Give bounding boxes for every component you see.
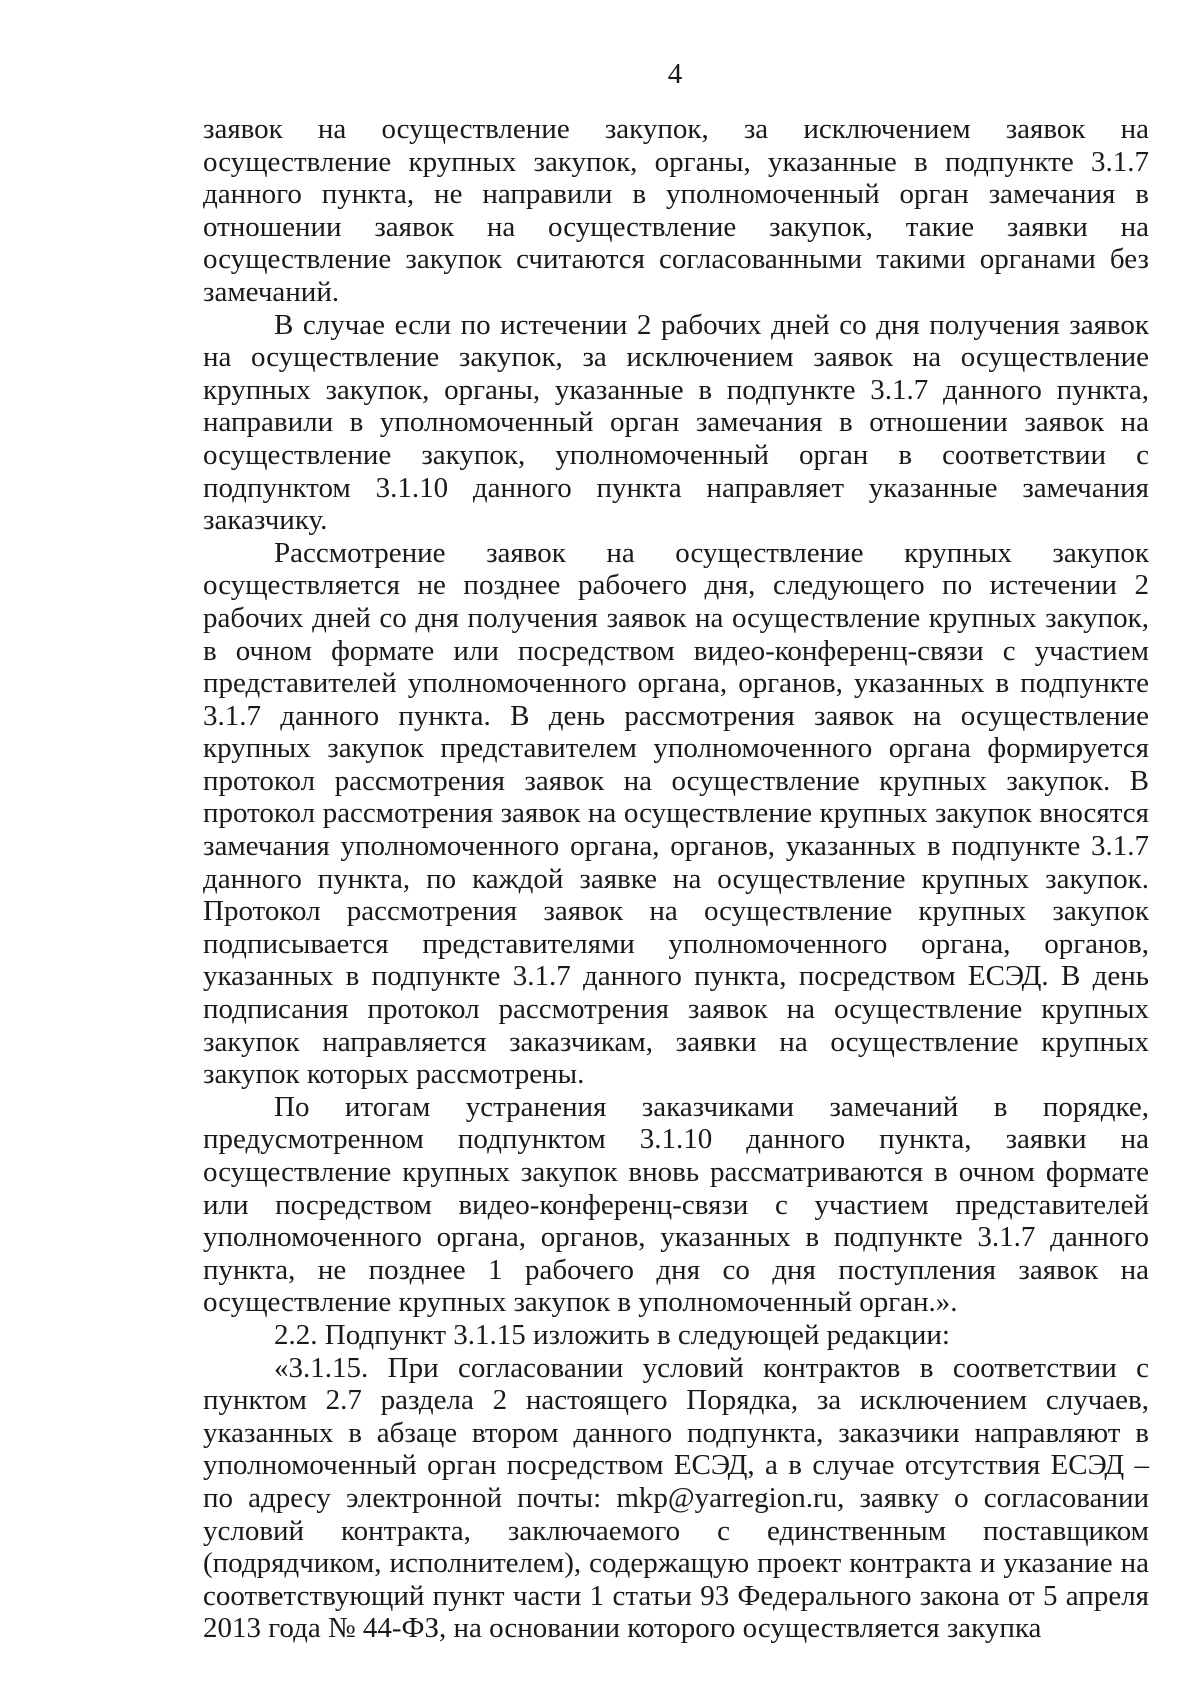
document-body [203,113,1149,1645]
paragraph-1: заявок на осуществление закупок, за исключением заявок на осуществление крупных закупок, органы, указанные в подпункте 3.1.7 данного пункта, не направили в уполномоченный орган замечания в отношении заявок на осуществление закупок, такие заявки на осуществление закупок считаются согласованными такими органами без замечаний. [203,113,1149,308]
paragraph-2: В случае если по истечении 2 рабочих дней со дня получения заявок на осуществление закупок, за исключением заявок на осуществление крупных закупок, органы, указанные в подпункте 3.1.7 данного пункта, направили в уполномоченный орган замечания в отношении заявок на осуществление закупок, уполномоченный орган в соответствии с подпунктом 3.1.10 данного пункта направляет указанные замечания заказчику. [203,308,1149,537]
page-number: 4 [667,58,683,90]
paragraph-3: Рассмотрение заявок на осуществление крупных закупок осуществляется не позднее рабочего дня, следующего по истечении 2 рабочих дней со дня получения заявок на осуществление крупных закупок, в очном формате или посредством видео-конференц-связи с участием представителей уполномоченного органа, органов, указанных в подпункте 3.1.7 данного пункта. В день рассмотрения заявок на осуществление крупных закупок представителем уполномоченного органа формируется протокол рассмотрения заявок на осуществление крупных закупок. В протокол рассмотрения заявок на осуществление крупных закупок вносятся замечания уполномоченного органа, органов, указанных в подпункте 3.1.7 данного пункта, по каждой заявке на осуществление крупных закупок. Протокол рассмотрения заявок на осуществление крупных закупок подписывается представителями уполномоченного органа, органов, указанных в подпункте 3.1.7 данного пункта, посредством ЕСЭД. В день подписания протокол рассмотрения заявок на осуществление крупных закупок направляется заказчикам, заявки на осуществление крупных закупок которых рассмотрены. [203,536,1149,1091]
paragraph-6: «3.1.15. При согласовании условий контрактов в соответствии с пунктом 2.7 раздела 2 настоящего Порядка, за исключением случаев, указанных в абзаце втором данного подпункта, заказчики направляют в уполномоченный орган посредством ЕСЭД, а в случае отсутствия ЕСЭД – по адресу электронной почты: mkp@yarregion.ru, заявку о согласовании условий контракта, заключаемого с единственным поставщиком (подрядчиком, исполнителем), содержащую проект контракта и указание на соответствующий пункт части 1 статьи 93 Федерального закона от 5 апреля 2013 года № 44-ФЗ, на основании которого осуществляется закупка [203,1351,1149,1645]
paragraph-4: По итогам устранения заказчиками замечаний в порядке, предусмотренном подпунктом 3.1.10 данного пункта, заявки на осуществление крупных закупок вновь рассматриваются в очном формате или посредством видео-конференц-связи с участием представителей уполномоченного органа, органов, указанных в подпункте 3.1.7 данного пункта, не позднее 1 рабочего дня со дня поступления заявок на осуществление крупных закупок в уполномоченный орган.». [203,1090,1149,1319]
paragraph-5: 2.2. Подпункт 3.1.15 изложить в следующей редакции: [274,1318,950,1351]
